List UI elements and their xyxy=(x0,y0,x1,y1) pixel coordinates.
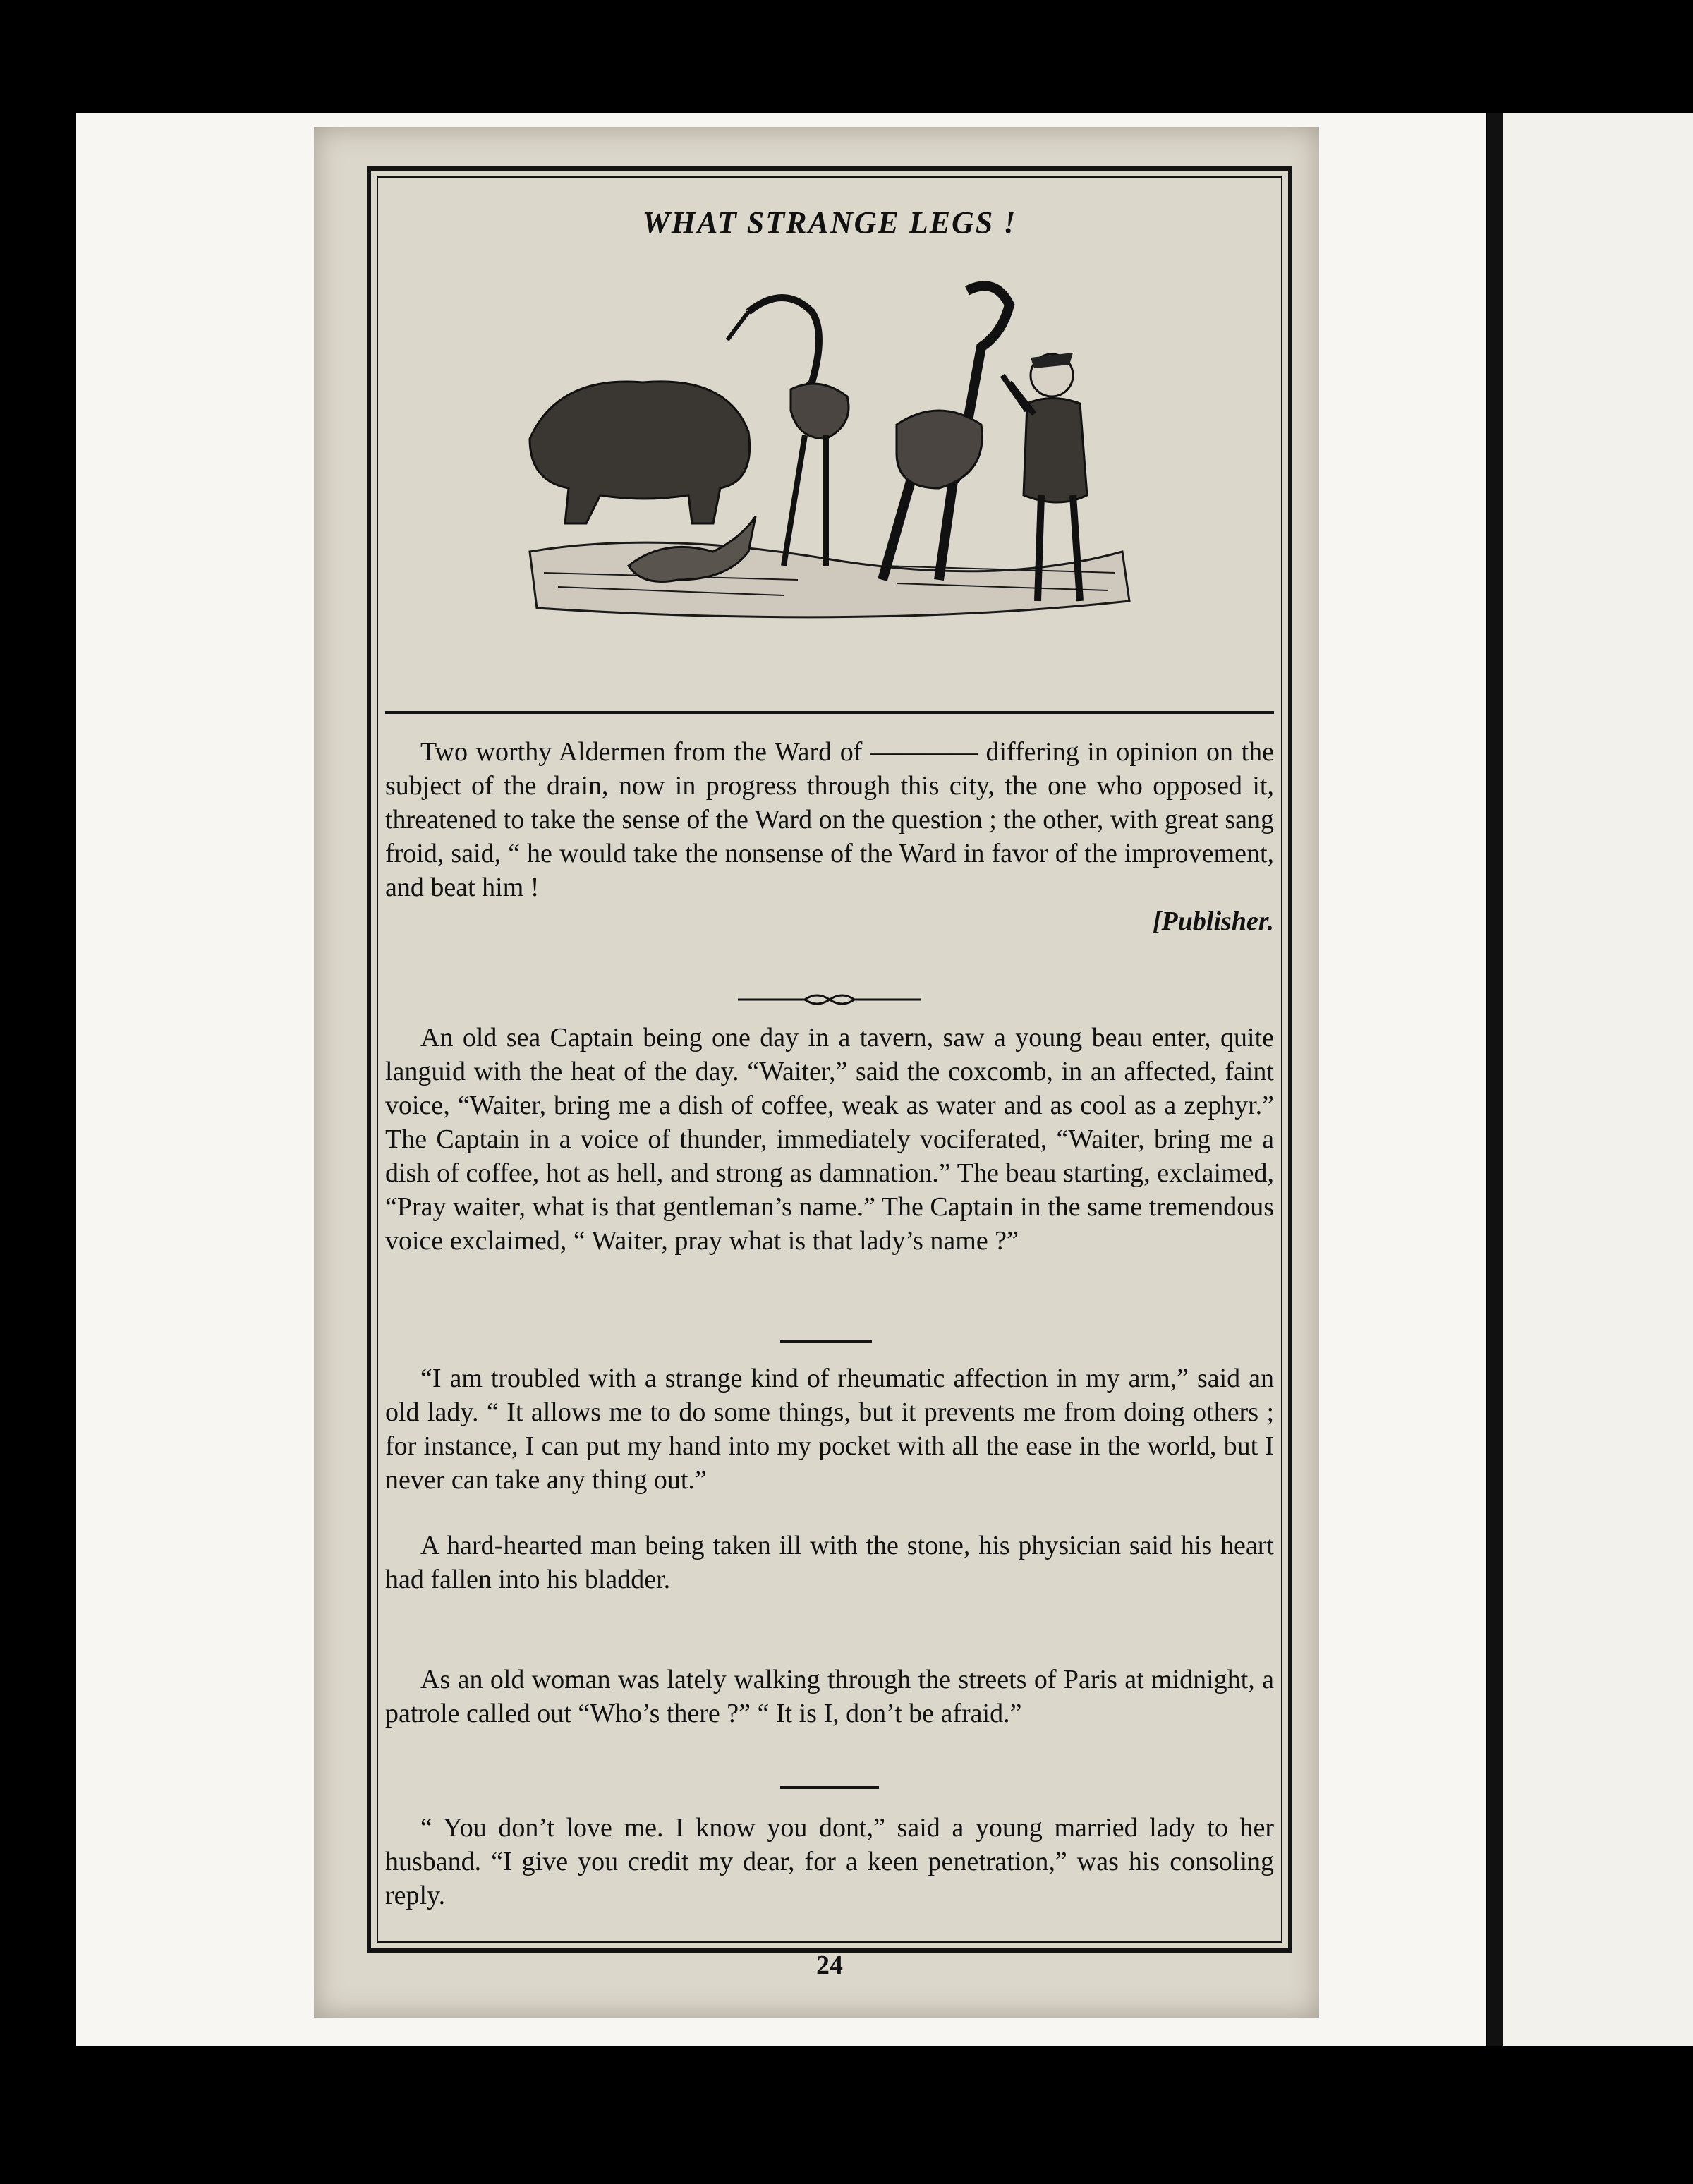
page-number: 24 xyxy=(816,1951,843,1980)
publisher-signoff: [Publisher. xyxy=(1152,906,1274,936)
anecdote-aldermen xyxy=(385,735,1274,938)
ornamental-divider xyxy=(738,989,921,1010)
anecdote-old-woman-paris-text: As an old woman was lately walking through the streets of Paris at midnight, a patrole called out “Who’s there ?” “ It is I, don’t be afraid.” xyxy=(385,1665,1274,1728)
woodcut-illustration xyxy=(516,269,1136,636)
anecdote-rheumatic-lady xyxy=(385,1361,1274,1497)
anecdote-old-woman-paris xyxy=(385,1663,1274,1730)
short-divider xyxy=(780,1786,879,1789)
anecdote-rheumatic-lady-text: “I am troubled with a strange kind of rheumatic affection in my arm,” said an old lady. “ It allows me to do some things, but it prevents me from doing others ; for instance, I can put my hand into my pocket with all the ease in the world, but I never can take any thing out.” xyxy=(385,1364,1274,1495)
anecdote-married-lady-text: “ You don’t love me. I know you dont,” said a young married lady to her husband. “I give you credit my dear, for a keen penetration,” was his consoling reply. xyxy=(385,1813,1274,1910)
anecdote-married-lady xyxy=(385,1811,1274,1912)
anecdote-sea-captain xyxy=(385,1021,1274,1258)
page-border xyxy=(367,166,1292,1980)
anecdote-hard-hearted-man-text: A hard-hearted man being taken ill with the stone, his physician said his heart had fallen into his bladder. xyxy=(385,1531,1274,1594)
page-gutter xyxy=(1487,113,1503,2046)
anecdote-sea-captain-text: An old sea Captain being one day in a tavern, saw a young beau enter, quite languid with the heat of the day. “Waiter,” said the coxcomb, in an affected, faint voice, “Waiter, bring me a dish of coffee, weak as water and as cool as a zephyr.” The Captain in a voice of thunder, immediately vociferated, “Waiter, bring me a dish of coffee, hot as hell, and strong as damnation.” The beau starting, exclaimed, “Pray waiter, what is that gentleman’s name.” The Captain in the same tremendous voice exclaimed, “ Waiter, pray what is that lady’s name ?” xyxy=(385,1023,1274,1256)
short-divider xyxy=(780,1340,872,1343)
anecdote-hard-hearted-man xyxy=(385,1529,1274,1596)
page-title: WHAT STRANGE LEGS ! xyxy=(642,205,1017,240)
section-rule xyxy=(385,711,1274,714)
mount-board-facing xyxy=(1503,113,1693,2046)
anecdote-aldermen-text: Two worthy Aldermen from the Ward of ———— differing in opinion on the subject of the drain, now in progress through this city, the one who opposed it, threatened to take the sense of the Ward on the question ; the other, with great sang froid, said, “ he would take the nonsense of the Ward in favor of the improvement, and beat him ! xyxy=(385,737,1274,902)
